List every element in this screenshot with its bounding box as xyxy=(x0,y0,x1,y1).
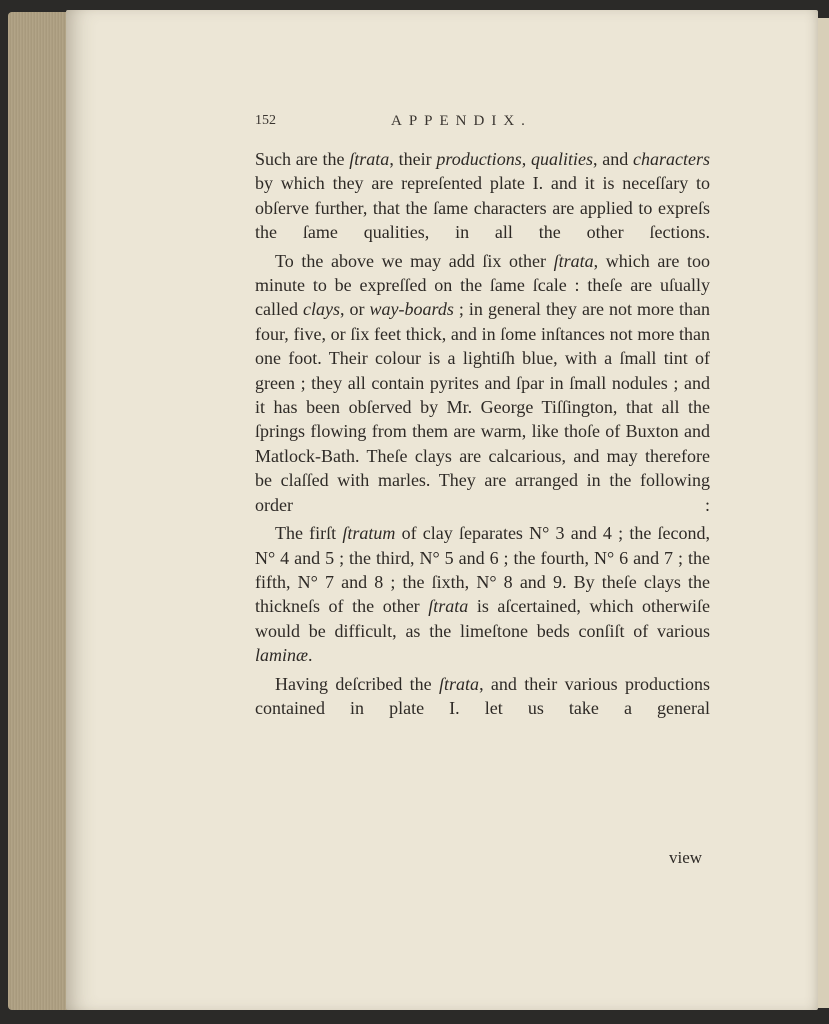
paragraph-1: Such are the ſtrata, their productions, qualities, and characters by which they are repreſented plate I. and it is neceſſary to obſerve further, that the ſame characters are applied to expreſs the ſame qualities, in all the other ſections. xyxy=(255,149,711,243)
catchword: view xyxy=(669,848,703,867)
body-text xyxy=(255,147,710,724)
page-number: 152 xyxy=(255,113,276,128)
running-head: APPENDIX. xyxy=(391,113,532,129)
page-header xyxy=(255,113,710,137)
facing-page-edge xyxy=(818,18,829,1008)
paragraph-2: To the above we may add ſix other ſtrata, which are too minute to be expreſſed on the ſame ſcale : theſe are uſually called clays, or way-boards ; in general they are not more than four, five, or ſix feet thick, and in ſome inſtances not more than one foot. Their colour is a lightiſh blue, with a ſmall tint of green ; they all contain pyrites and ſpar in ſmall nodules ; and it has been obſerved by Mr. George Tiſſington, that all the ſprings flowing from them are warm, like thoſe of Buxton and Matlock-Bath. Theſe clays are calcarious, and may therefore be claſſed with marles. They are arranged in the following order : xyxy=(255,250,710,515)
paragraph-3: The firſt ſtratum of clay ſeparates N° 3 and 4 ; the ſecond, N° 4 and 5 ; the third, N° 5 and 6 ; the fourth, N° 6 and 7 ; the fifth, N° 7 and 8 ; the ſixth, N° 8 and 9. By theſe clays the thickneſs of the other ſtrata is aſcertained, which otherwiſe would be difficult, as the limeſtone beds conſiſt of various laminæ. xyxy=(255,523,711,666)
paragraph-4: Having deſcribed the ſtrata, and their various productions contained in plate I. let us take a general xyxy=(255,673,710,718)
